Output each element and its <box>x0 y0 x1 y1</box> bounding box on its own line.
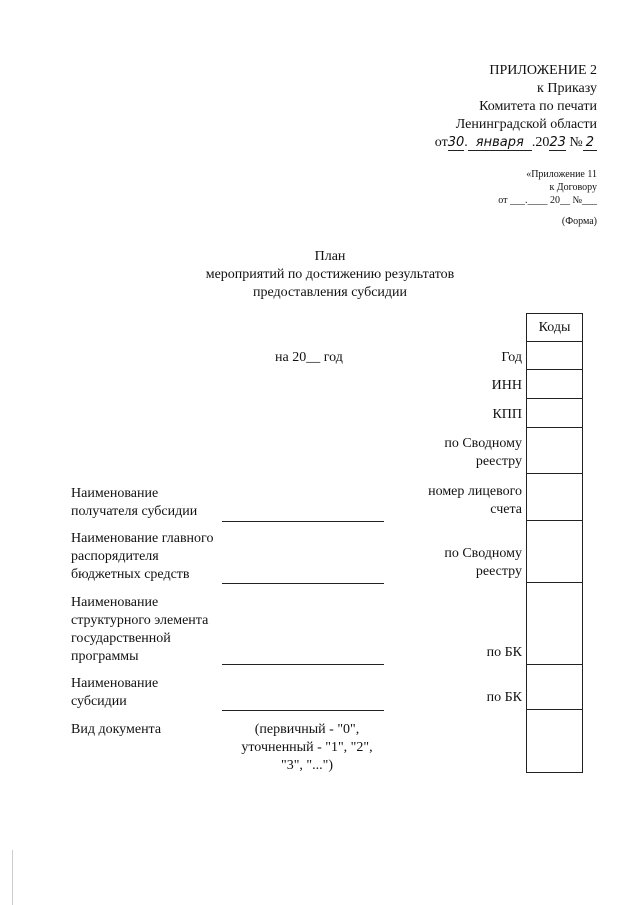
code-cell-account <box>526 473 583 521</box>
number-prefix: № <box>569 135 583 150</box>
program-element-line-3: государственной <box>71 631 171 646</box>
recipient-label-line-2: получателя субсидии <box>71 504 198 519</box>
recipient-field-line[interactable] <box>222 521 384 522</box>
chief-distributor-field-line[interactable] <box>222 583 384 584</box>
code-cell-bk-1 <box>526 582 583 665</box>
header-block <box>297 62 597 152</box>
chief-distributor-line-1: Наименование главного <box>71 531 214 546</box>
program-element-line-1: Наименование <box>71 595 159 610</box>
svod-label-2 <box>444 545 522 581</box>
year-label: Год <box>501 350 522 365</box>
date-day: 30 <box>447 135 465 150</box>
svod-label-2-line-1: по Сводному <box>444 546 522 561</box>
to-order-label: к Приказу <box>537 81 597 96</box>
date-prefix: от <box>434 135 448 150</box>
program-element-line-4: программы <box>71 649 139 664</box>
code-cell-svod-2 <box>526 520 583 583</box>
form-label: (Форма) <box>561 216 597 227</box>
chief-distributor-line-2: распорядителя <box>71 549 159 564</box>
chief-distributor-label <box>71 530 213 584</box>
order-date-line <box>297 134 597 152</box>
subsidy-name-label <box>71 675 158 711</box>
svod-label-1-line-1: по Сводному <box>444 436 522 451</box>
doctype-note-line-1: (первичный - "0", <box>254 722 360 737</box>
date-year: 23 <box>549 135 566 150</box>
recipient-label <box>71 485 197 521</box>
account-label-line-1: номер лицевого <box>428 484 522 499</box>
bk-label-1: по БК <box>486 645 522 660</box>
code-cell-bk-2 <box>526 664 583 710</box>
program-element-field-line[interactable] <box>222 664 384 665</box>
order-number: 2 <box>583 135 597 151</box>
code-cell-year <box>526 341 583 370</box>
title-line-3: предоставления субсидии <box>252 285 408 300</box>
contract-date-line: от ___.____ 20__ №___ <box>498 195 597 206</box>
doctype-note-line-2: уточненный - "1", "2", <box>241 740 373 755</box>
doctype-note-line-3: "3", "...") <box>280 758 334 773</box>
svod-label-1 <box>444 435 522 471</box>
sub-header-block <box>397 168 597 228</box>
document-title <box>160 248 500 302</box>
scan-edge-mark <box>12 850 13 905</box>
account-label-line-2: счета <box>490 502 522 517</box>
title-line-2: мероприятий по достижению результатов <box>205 267 455 282</box>
contract-label: к Договору <box>549 182 597 193</box>
contract-appendix-label: «Приложение 11 <box>526 169 597 180</box>
date-year-prefix: .20 <box>531 135 550 150</box>
svod-label-1-line-2: реестру <box>475 454 522 469</box>
subsidy-name-line-2: субсидии <box>71 694 127 709</box>
date-month: января <box>468 135 532 151</box>
doctype-label: Вид документа <box>71 722 162 737</box>
region-label: Ленинградской области <box>455 117 597 132</box>
bk-label-2: по БК <box>486 690 522 705</box>
code-cell-kpp <box>526 398 583 428</box>
code-cell-svod-1 <box>526 427 583 474</box>
code-cell-doctype <box>526 709 583 773</box>
account-label <box>428 483 522 519</box>
appendix-title: ПРИЛОЖЕНИЕ 2 <box>489 63 597 78</box>
period-label: на 20__ год <box>275 350 343 365</box>
subsidy-name-field-line[interactable] <box>222 710 384 711</box>
code-cell-inn <box>526 369 583 399</box>
subsidy-name-line-1: Наименование <box>71 676 159 691</box>
committee-label: Комитета по печати <box>479 99 597 114</box>
kpp-label: КПП <box>492 407 522 422</box>
recipient-label-line-1: Наименование <box>71 486 159 501</box>
date-sep: . <box>464 135 468 150</box>
title-line-1: План <box>314 249 346 264</box>
chief-distributor-line-3: бюджетных средств <box>71 567 190 582</box>
program-element-label <box>71 594 208 666</box>
inn-label: ИНН <box>491 378 522 393</box>
program-element-line-2: структурного элемента <box>71 613 209 628</box>
doctype-note <box>222 721 392 775</box>
svod-label-2-line-2: реестру <box>475 564 522 579</box>
codes-header: Коды <box>526 313 583 342</box>
